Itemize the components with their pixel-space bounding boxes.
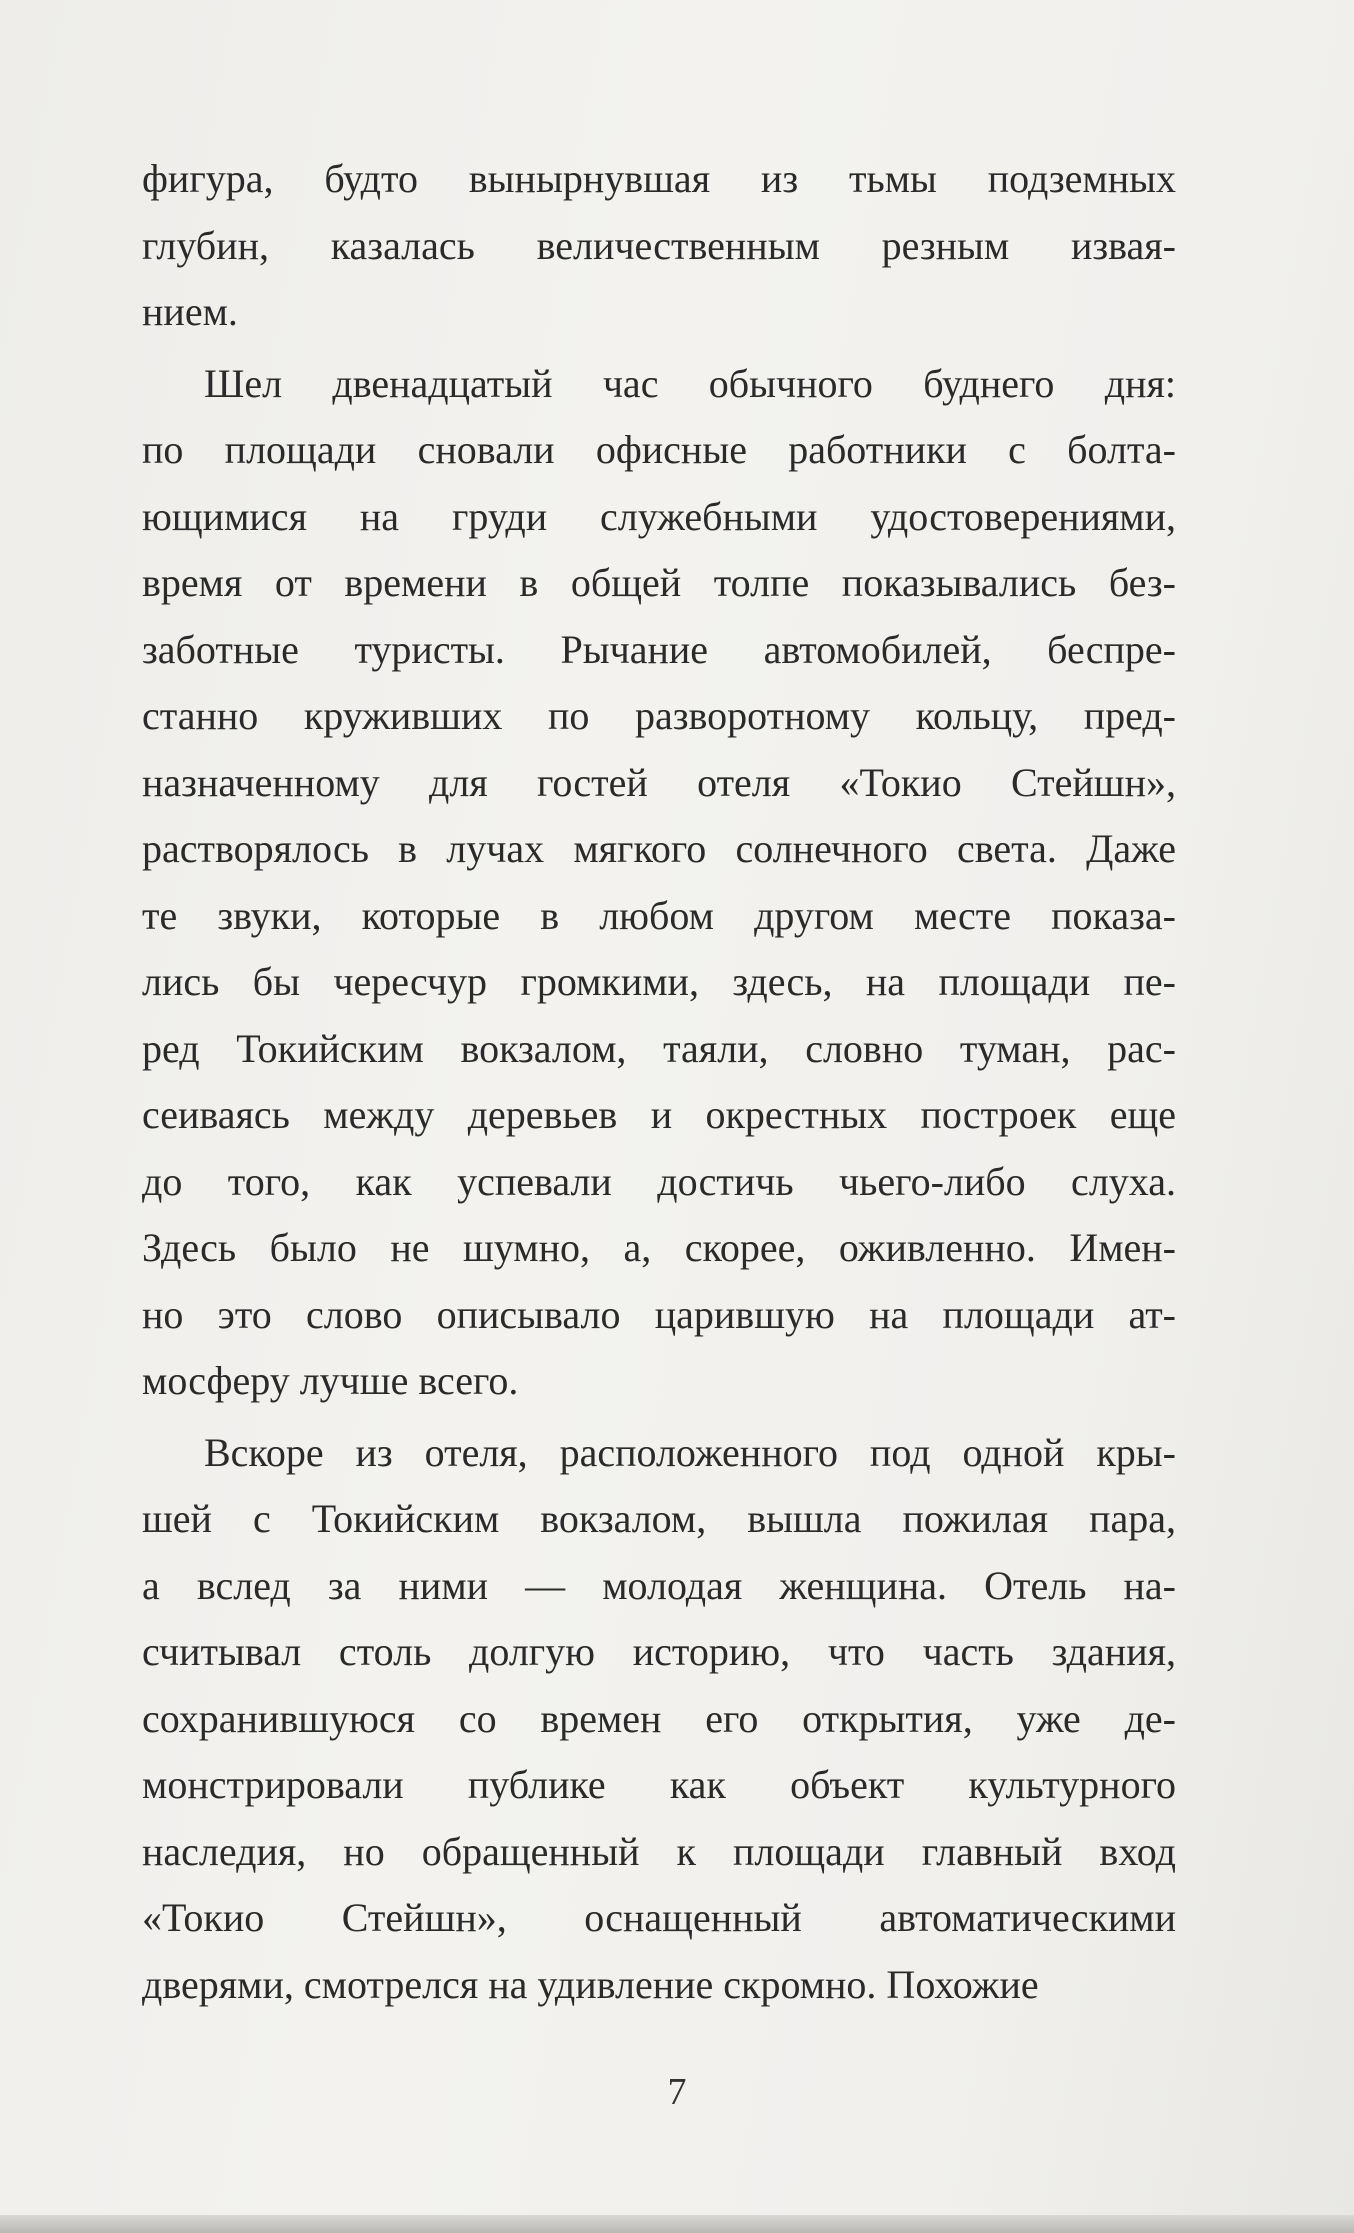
text-line: по площади сновали офисные работники с болта- <box>142 427 1176 472</box>
text-line: заботные туристы. Рычание автомобилей, беспре- <box>142 626 1176 672</box>
text-line: дверями, смотрелся на удивление скромно. Похожие <box>142 1961 1039 2007</box>
text-line: сеиваясь между деревьев и окрестных построек еще <box>142 1092 1176 1137</box>
text-line: Шел двенадцатый час обычного буднего дня: <box>204 360 1176 406</box>
text-line: до того, как успевали достичь чьего-либо слуха. <box>142 1158 1176 1204</box>
text-line: но это слово описывало царившую на площади ат- <box>142 1291 1176 1337</box>
text-line: назначенному для гостей отеля «Токио Стейшн», <box>142 759 1176 805</box>
text-line: «Токио Стейшн», оснащенный автоматическими <box>142 1895 1176 1940</box>
text-line: мосферу лучше всего. <box>142 1358 519 1403</box>
text-line: наследия, но обращенный к площади главный вход <box>142 1828 1176 1874</box>
text-line: Здесь было не шумно, а, скорее, оживленно. Имен- <box>142 1225 1176 1270</box>
page-edge <box>0 2215 1354 2233</box>
text-line: ред Токийским вокзалом, таяли, словно туман, рас- <box>142 1025 1176 1071</box>
text-line: а вслед за ними — молодая женщина. Отель на- <box>142 1562 1176 1608</box>
text-line: ющимися на груди служебными удостоверениями, <box>142 493 1176 539</box>
text-line: станно круживших по разворотному кольцу, пред- <box>142 693 1176 738</box>
text-line: считывал столь долгую историю, что часть здания, <box>142 1629 1176 1674</box>
paragraph <box>142 351 1176 1415</box>
text-line: шей с Токийским вокзалом, вышла пожилая пара, <box>142 1496 1176 1541</box>
text-line: лись бы чересчур громкими, здесь, на площади пе- <box>142 959 1176 1004</box>
page-number: 7 <box>667 2071 687 2113</box>
text-line: нием. <box>142 289 238 334</box>
text-line: сохранившуюся со времен его открытия, уже де- <box>142 1695 1176 1741</box>
paragraph <box>142 146 1176 346</box>
body-text <box>142 146 1176 2018</box>
paragraph <box>142 1420 1176 2019</box>
text-line: глубин, казалась величественным резным извая- <box>142 222 1176 268</box>
text-line: монстрировали публике как объект культурного <box>142 1762 1176 1807</box>
text-line: те звуки, которые в любом другом месте показа- <box>142 892 1176 938</box>
text-line: Вскоре из отеля, расположенного под одной кры- <box>204 1429 1176 1475</box>
text-line: фигура, будто вынырнувшая из тьмы подземных <box>142 156 1176 201</box>
text-line: растворялось в лучах мягкого солнечного света. Даже <box>142 826 1176 871</box>
text-line: время от времени в общей толпе показывались без- <box>142 560 1176 605</box>
